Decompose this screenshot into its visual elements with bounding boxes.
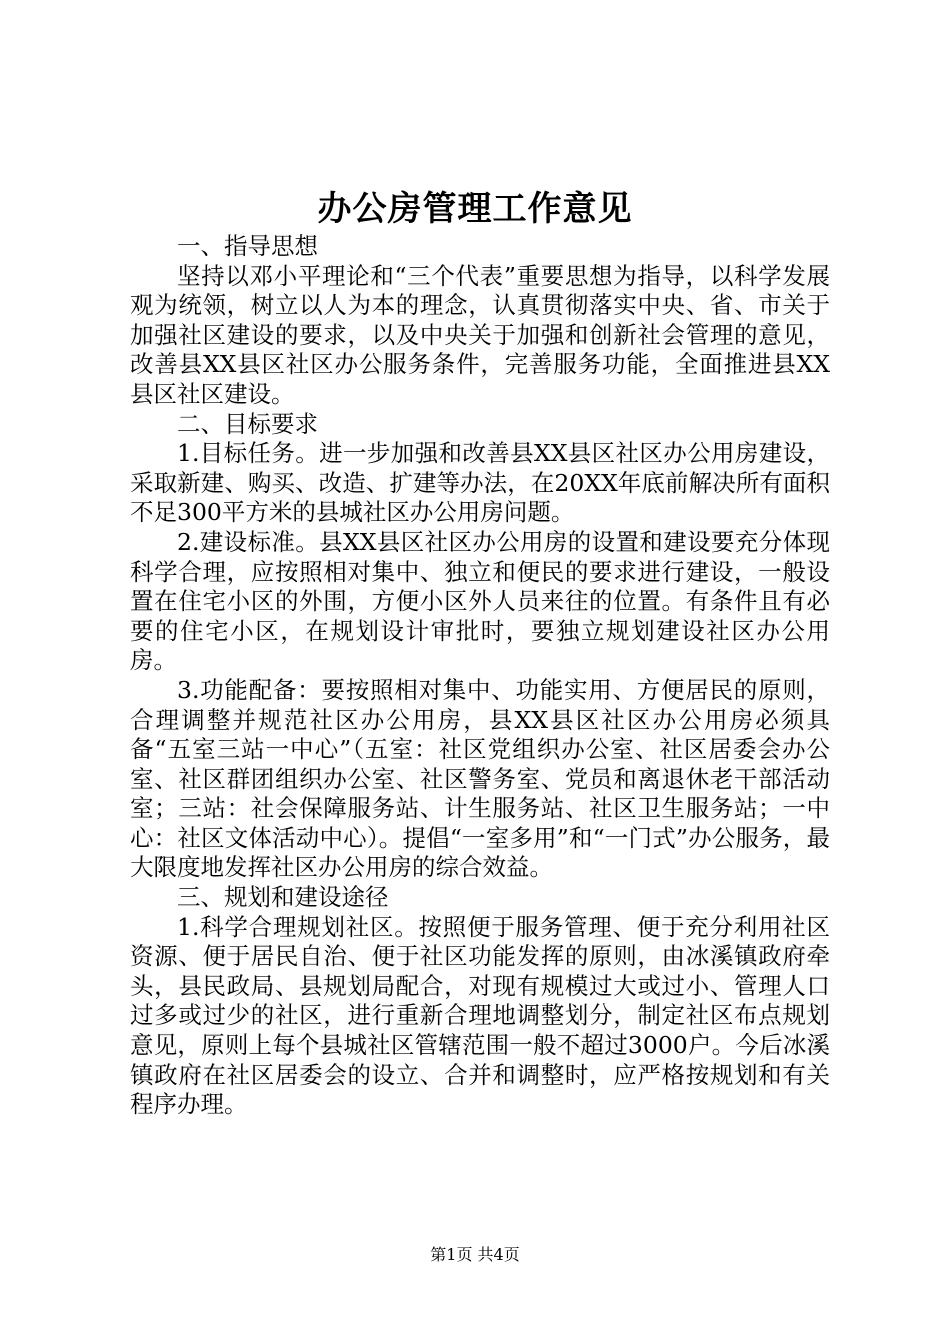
page-footer: 第1页 共4页 bbox=[430, 1245, 520, 1264]
paragraph: 1.科学合理规划社区。按照便于服务管理、便于充分利用社区资源、便于居民自治、便于社区功能发挥的原则，由冰溪镇政府牵头，县民政局、县规划局配合，对现有规模过大或过小、管理人口过多或过少的社区，进行重新合理地调整划分，制定社区布点规划意见，原则上每个县城社区管辖范围一般不超过3000户。今后冰溪镇政府在社区居委会的设立、合并和调整时，应严格按规划和有关程序办理。 bbox=[130, 912, 830, 1119]
paragraph: 3.功能配备：要按照相对集中、功能实用、方便居民的原则，合理调整并规范社区办公用房，县XX县区社区办公用房必须具备“五室三站一中心”（五室：社区党组织办公室、社区居委会办公室、社区群团组织办公室、社区警务室、党员和离退休老干部活动室；三站：社会保障服务站、计生服务站、社区卫生服务站；一中心：社区文体活动中心）。提倡“一室多用”和“一门式”办公服务，最大限度地发挥社区办公用房的综合效益。 bbox=[130, 675, 830, 882]
document-title: 办公房管理工作意见 bbox=[317, 189, 633, 229]
paragraph: 1.目标任务。进一步加强和改善县XX县区社区办公用房建设，采取新建、购买、改造、扩建等办法，在20XX年底前解决所有面积不足300平方米的县城社区办公用房问题。 bbox=[130, 439, 830, 527]
document-body bbox=[130, 232, 830, 1120]
section-heading: 二、目标要求 bbox=[177, 409, 318, 438]
section-heading: 三、规划和建设途径 bbox=[177, 883, 389, 912]
section-heading: 一、指导思想 bbox=[177, 232, 318, 260]
paragraph: 2.建设标准。县XX县区社区办公用房的设置和建设要充分体现科学合理，应按照相对集中、独立和便民的要求进行建设，一般设置在住宅小区的外围，方便小区外人员来往的位置。有条件且有必要的住宅小区，在规划设计审批时，要独立规划建设社区办公用房。 bbox=[130, 527, 830, 675]
paragraph: 坚持以邓小平理论和“三个代表”重要思想为指导，以科学发展观为统领，树立以人为本的理念，认真贯彻落实中央、省、市关于加强社区建设的要求，以及中央关于加强和创新社会管理的意见，改善县XX县区社区办公服务条件，完善服务功能，全面推进县XX县区社区建设。 bbox=[130, 261, 830, 408]
